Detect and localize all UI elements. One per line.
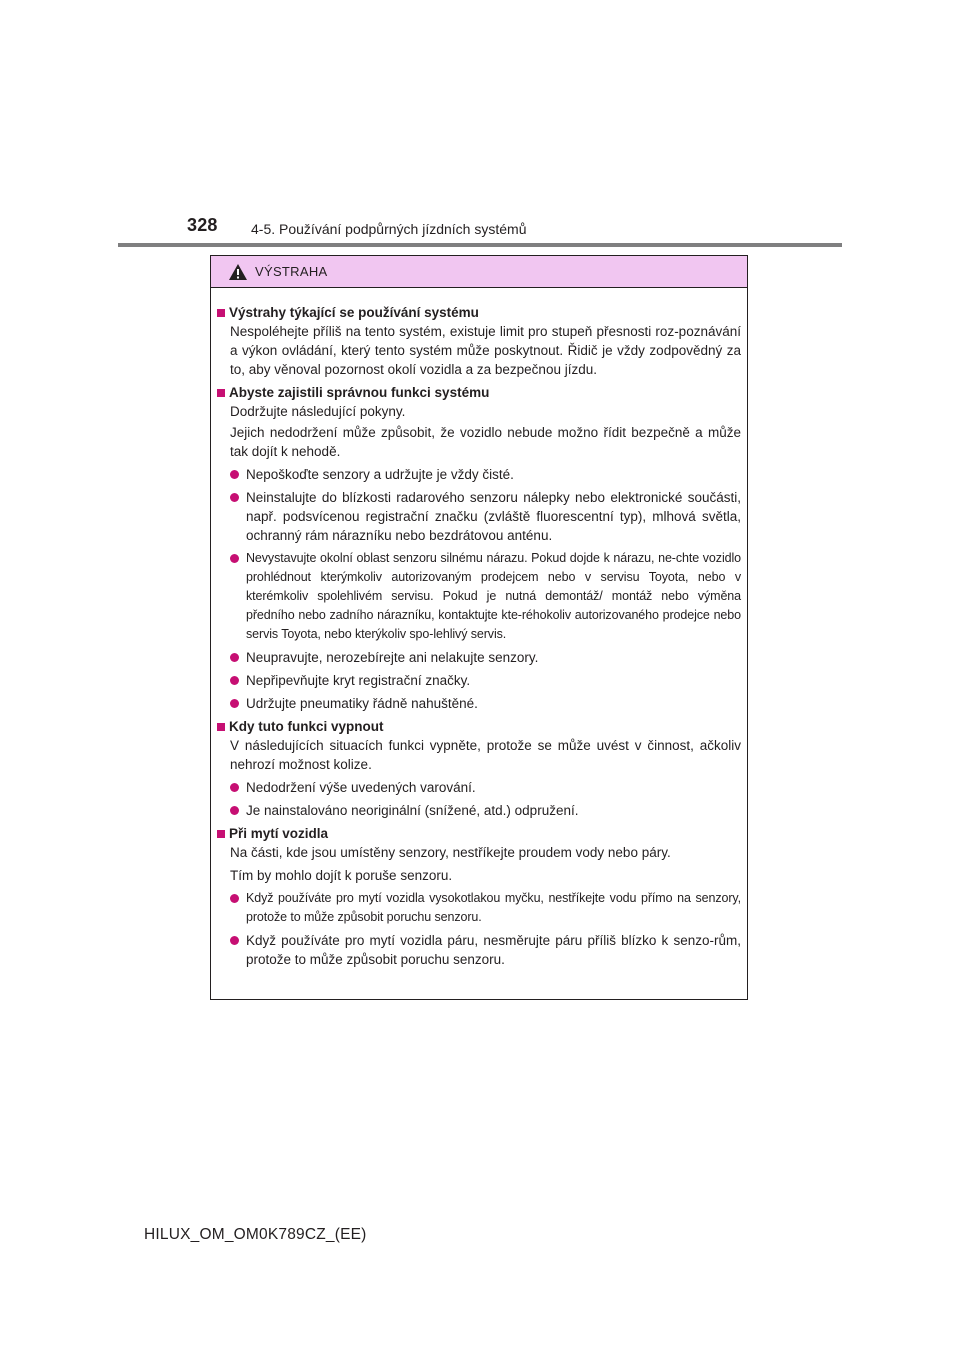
page-number: 328 bbox=[187, 215, 218, 235]
bullet-text: Když používáte pro mytí vozidla páru, nesměrujte páru příliš blízko k senzo-rům, protože to může způsobit poruchu senzoru. bbox=[246, 933, 741, 967]
square-bullet-icon bbox=[217, 309, 225, 317]
warning-body bbox=[211, 288, 747, 969]
section-heading bbox=[217, 717, 741, 736]
bullet-text: Neupravujte, nerozebírejte ani nelakujte senzory. bbox=[246, 650, 539, 665]
bullet-item bbox=[246, 648, 741, 667]
bullet-text: Je nainstalováno neoriginální (snížené, atd.) odpružení. bbox=[246, 803, 579, 818]
paragraph: V následujících situacích funkci vypněte, protože se může uvést v činnost, ačkoliv nehrozí možnost kolize. bbox=[230, 738, 741, 772]
section-heading bbox=[217, 383, 741, 402]
bullet-text: Udržujte pneumatiky řádně nahuštěné. bbox=[246, 696, 478, 711]
warning-box bbox=[210, 255, 748, 1000]
circle-bullet-icon bbox=[230, 936, 239, 945]
bullet-item bbox=[246, 778, 741, 797]
square-bullet-icon bbox=[217, 389, 225, 397]
bullet-text: Když používáte pro mytí vozidla vysokotlakou myčku, nestříkejte vodu přímo na senzory, protože to může způsobit poruchu senzoru. bbox=[246, 891, 741, 924]
section-heading-text: Kdy tuto funkci vypnout bbox=[229, 719, 384, 734]
bullet-text: Nepřipevňujte kryt registrační značky. bbox=[246, 673, 471, 688]
section-heading bbox=[217, 824, 741, 843]
header-rule bbox=[118, 243, 842, 247]
warning-header bbox=[211, 256, 747, 288]
section-heading-text: Výstrahy týkající se používání systému bbox=[229, 305, 479, 320]
warning-label: VÝSTRAHA bbox=[255, 264, 328, 279]
circle-bullet-icon bbox=[230, 554, 239, 563]
warning-section bbox=[217, 383, 741, 713]
circle-bullet-icon bbox=[230, 699, 239, 708]
square-bullet-icon bbox=[217, 723, 225, 731]
paragraph: Nespoléhejte příliš na tento systém, existuje limit pro stupeň přesnosti roz-poznávání a výkon ovládání, který tento systém může poskytnout. Řidič je vždy zodpovědný za to, aby věnoval pozornost okolí vozidla a za bezpečnou jízdu. bbox=[230, 324, 741, 377]
circle-bullet-icon bbox=[230, 493, 239, 502]
bullet-item bbox=[246, 549, 741, 644]
circle-bullet-icon bbox=[230, 676, 239, 685]
paragraph: Na části, kde jsou umístěny senzory, nestříkejte proudem vody nebo páry. bbox=[230, 845, 671, 860]
warning-section bbox=[217, 303, 741, 379]
section-heading bbox=[217, 303, 741, 322]
bullet-item bbox=[246, 488, 741, 545]
paragraph: Dodržujte následující pokyny. bbox=[230, 404, 406, 419]
bullet-text: Nevystavujte okolní oblast senzoru silnému nárazu. Pokud dojde k nárazu, ne-chte vozidlo prohlédnout kterýmkoliv autorizovaným prodejcem nebo v servisu Toyota, nebo v kterémkoliv spolehlivém servisu. Pokud je nutná demontáž/ montáž nebo výměna předního nebo zadního nárazníku, kontaktujte kte-réhokoliv autorizovaného prodejce nebo servis Toyota, nebo kterýkoliv spo-lehlivý servis. bbox=[246, 551, 741, 641]
bullet-item bbox=[246, 801, 741, 820]
bullet-item bbox=[246, 465, 741, 484]
circle-bullet-icon bbox=[230, 783, 239, 792]
bullet-item bbox=[246, 671, 741, 690]
circle-bullet-icon bbox=[230, 653, 239, 662]
document-code: HILUX_OM_OM0K789CZ_(EE) bbox=[144, 1226, 367, 1243]
bullet-text: Nedodržení výše uvedených varování. bbox=[246, 780, 476, 795]
warning-triangle-icon bbox=[228, 263, 248, 281]
section-title: 4-5. Používání podpůrných jízdních systémů bbox=[251, 221, 527, 237]
circle-bullet-icon bbox=[230, 894, 239, 903]
bullet-text: Neinstalujte do blízkosti radarového senzoru nálepky nebo elektronické součásti, např. podsvícenou registrační značku (zvláště fluorescentní typ), mlhová světla, ochranný rám nárazníku nebo bezdrátovou anténu. bbox=[246, 490, 741, 543]
section-heading-text: Při mytí vozidla bbox=[229, 826, 329, 841]
bullet-item bbox=[246, 889, 741, 927]
paragraph: Jejich nedodržení může způsobit, že vozidlo nebude možno řídit bezpečně a může tak dojít k nehodě. bbox=[230, 425, 741, 459]
square-bullet-icon bbox=[217, 830, 225, 838]
paragraph: Tím by mohlo dojít k poruše senzoru. bbox=[230, 868, 453, 883]
bullet-item bbox=[246, 694, 741, 713]
warning-section bbox=[217, 824, 741, 969]
circle-bullet-icon bbox=[230, 470, 239, 479]
bullet-item bbox=[246, 931, 741, 969]
section-heading-text: Abyste zajistili správnou funkci systému bbox=[229, 385, 490, 400]
warning-section bbox=[217, 717, 741, 820]
circle-bullet-icon bbox=[230, 806, 239, 815]
bullet-text: Nepoškoďte senzory a udržujte je vždy čisté. bbox=[246, 467, 514, 482]
